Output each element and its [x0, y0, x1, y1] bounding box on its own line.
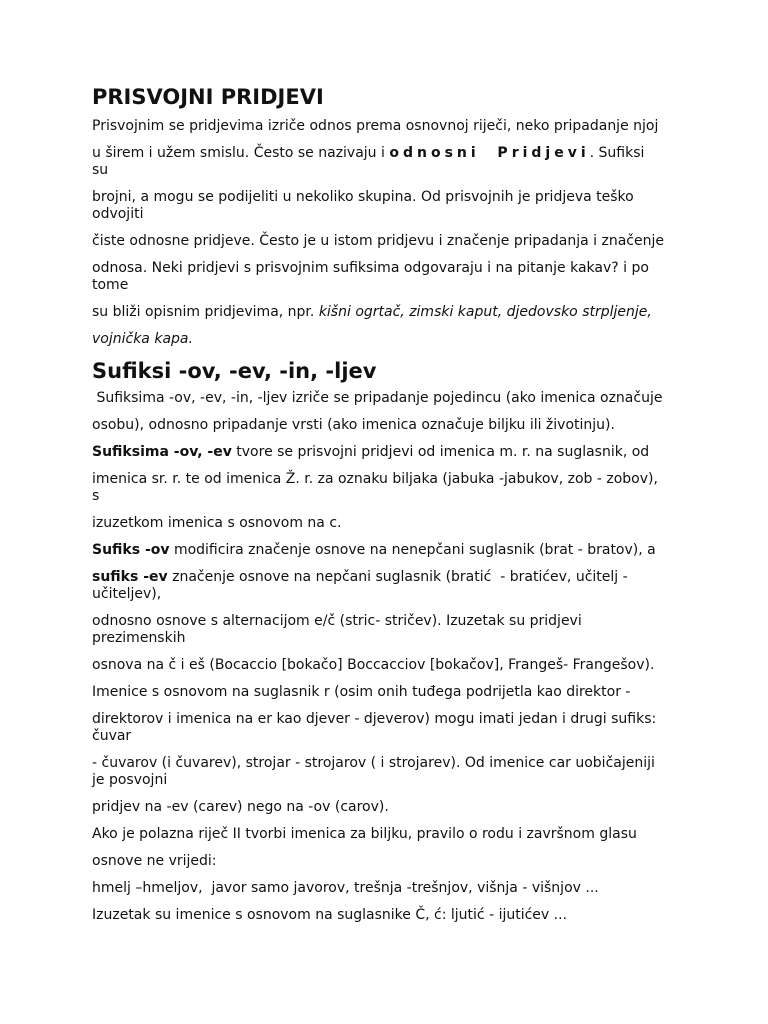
bold-term: Sufiks -ov: [92, 542, 170, 558]
text-run: tvore se prisvojni pridjevi od imenica m. r. na suglasnik, od: [231, 444, 650, 460]
text-line: pridjev na -ev (carev) nego na -ov (carov).: [92, 799, 389, 815]
text-line: osnova na č i eš (Bocaccio [bokačo] Boccacciov [bokačov], Frangeš- Frangešov).: [92, 657, 655, 673]
text-line: imenica sr. r. te od imenica Ž. r. za oznaku biljaka (jabuka -jabukov, zob - zobov), s: [92, 471, 658, 504]
text-line: - čuvarov (i čuvarev), strojar - strojarov ( i strojarev). Od imenice car uobičajeniji je posvojni: [92, 755, 655, 788]
section-heading: Sufiksi -ov, -ev, -in, -ljev: [92, 359, 377, 383]
bold-term: Sufiksima -ov, -ev: [92, 444, 232, 460]
text-line: [92, 331, 682, 348]
text-line: Ako je polazna riječ II tvorbi imenica za biljku, pravilo o rodu i završnom glasu: [92, 826, 637, 842]
document-content: [92, 84, 682, 934]
spaced-term: odnosni Pridjevi: [389, 145, 590, 161]
text-run: su bliži opisnim pridjevima, npr.: [92, 304, 319, 320]
page-title: PRISVOJNI PRIDJEVI: [92, 85, 324, 109]
example-text: kišni ogrtač, zimski kaput, djedovsko strpljenje,: [318, 304, 652, 320]
text-line: direktorov i imenica na er kao djever - djeverov) mogu imati jedan i drugi sufiks: čuvar: [92, 711, 657, 744]
example-text: vojnička kapa.: [92, 331, 193, 347]
text-line: [92, 542, 682, 559]
text-run: . Sufiksi su: [92, 145, 645, 178]
text-line: Prisvojnim se pridjevima izriče odnos prema osnovnoj riječi, neko pripadanje njoj: [92, 118, 659, 134]
text-line: brojni, a mogu se podijeliti u nekoliko skupina. Od prisvojnih je pridjeva teško odvojiti: [92, 189, 634, 222]
intro-paragraph: [92, 118, 682, 348]
bold-term: sufiks -ev: [92, 569, 168, 585]
text-line: osnove ne vrijedi:: [92, 853, 217, 869]
text-line: [92, 145, 682, 179]
suffix-paragraph: [92, 390, 682, 924]
text-run: značenje osnove na nepčani suglasnik (bratić - bratićev, učitelj - učiteljev),: [92, 569, 628, 602]
text-line: odnosno osnove s alternacijom e/č (stric- stričev). Izuzetak su pridjevi prezimenskih: [92, 613, 582, 646]
text-line: hmelj –hmeljov, javor samo javorov, trešnja -trešnjov, višnja - višnjov ...: [92, 880, 599, 896]
text-line: Sufiksima -ov, -ev, -in, -ljev izriče se pripadanje pojedincu (ako imenica označuje: [92, 390, 663, 406]
text-line: [92, 444, 682, 461]
text-line: čiste odnosne pridjeve. Često je u istom pridjevu i značenje pripadanja i značenje: [92, 233, 664, 249]
text-line: [92, 569, 682, 603]
text-line: Izuzetak su imenice s osnovom na suglasnike Č, ć: ljutić - ijutićev ...: [92, 907, 568, 923]
text-line: [92, 304, 682, 321]
text-line: odnosa. Neki pridjevi s prisvojnim sufiksima odgovaraju i na pitanje kakav? i po tome: [92, 260, 649, 293]
text-line: osobu), odnosno pripadanje vrsti (ako imenica označuje biljku ili životinju).: [92, 417, 615, 433]
text-line: izuzetkom imenica s osnovom na c.: [92, 515, 342, 531]
text-line: Imenice s osnovom na suglasnik r (osim onih tuđega podrijetla kao direktor -: [92, 684, 631, 700]
text-run: u širem i užem smislu. Često se nazivaju i: [92, 145, 390, 161]
text-run: modificira značenje osnove na nenepčani suglasnik (brat - bratov), a: [169, 542, 656, 558]
